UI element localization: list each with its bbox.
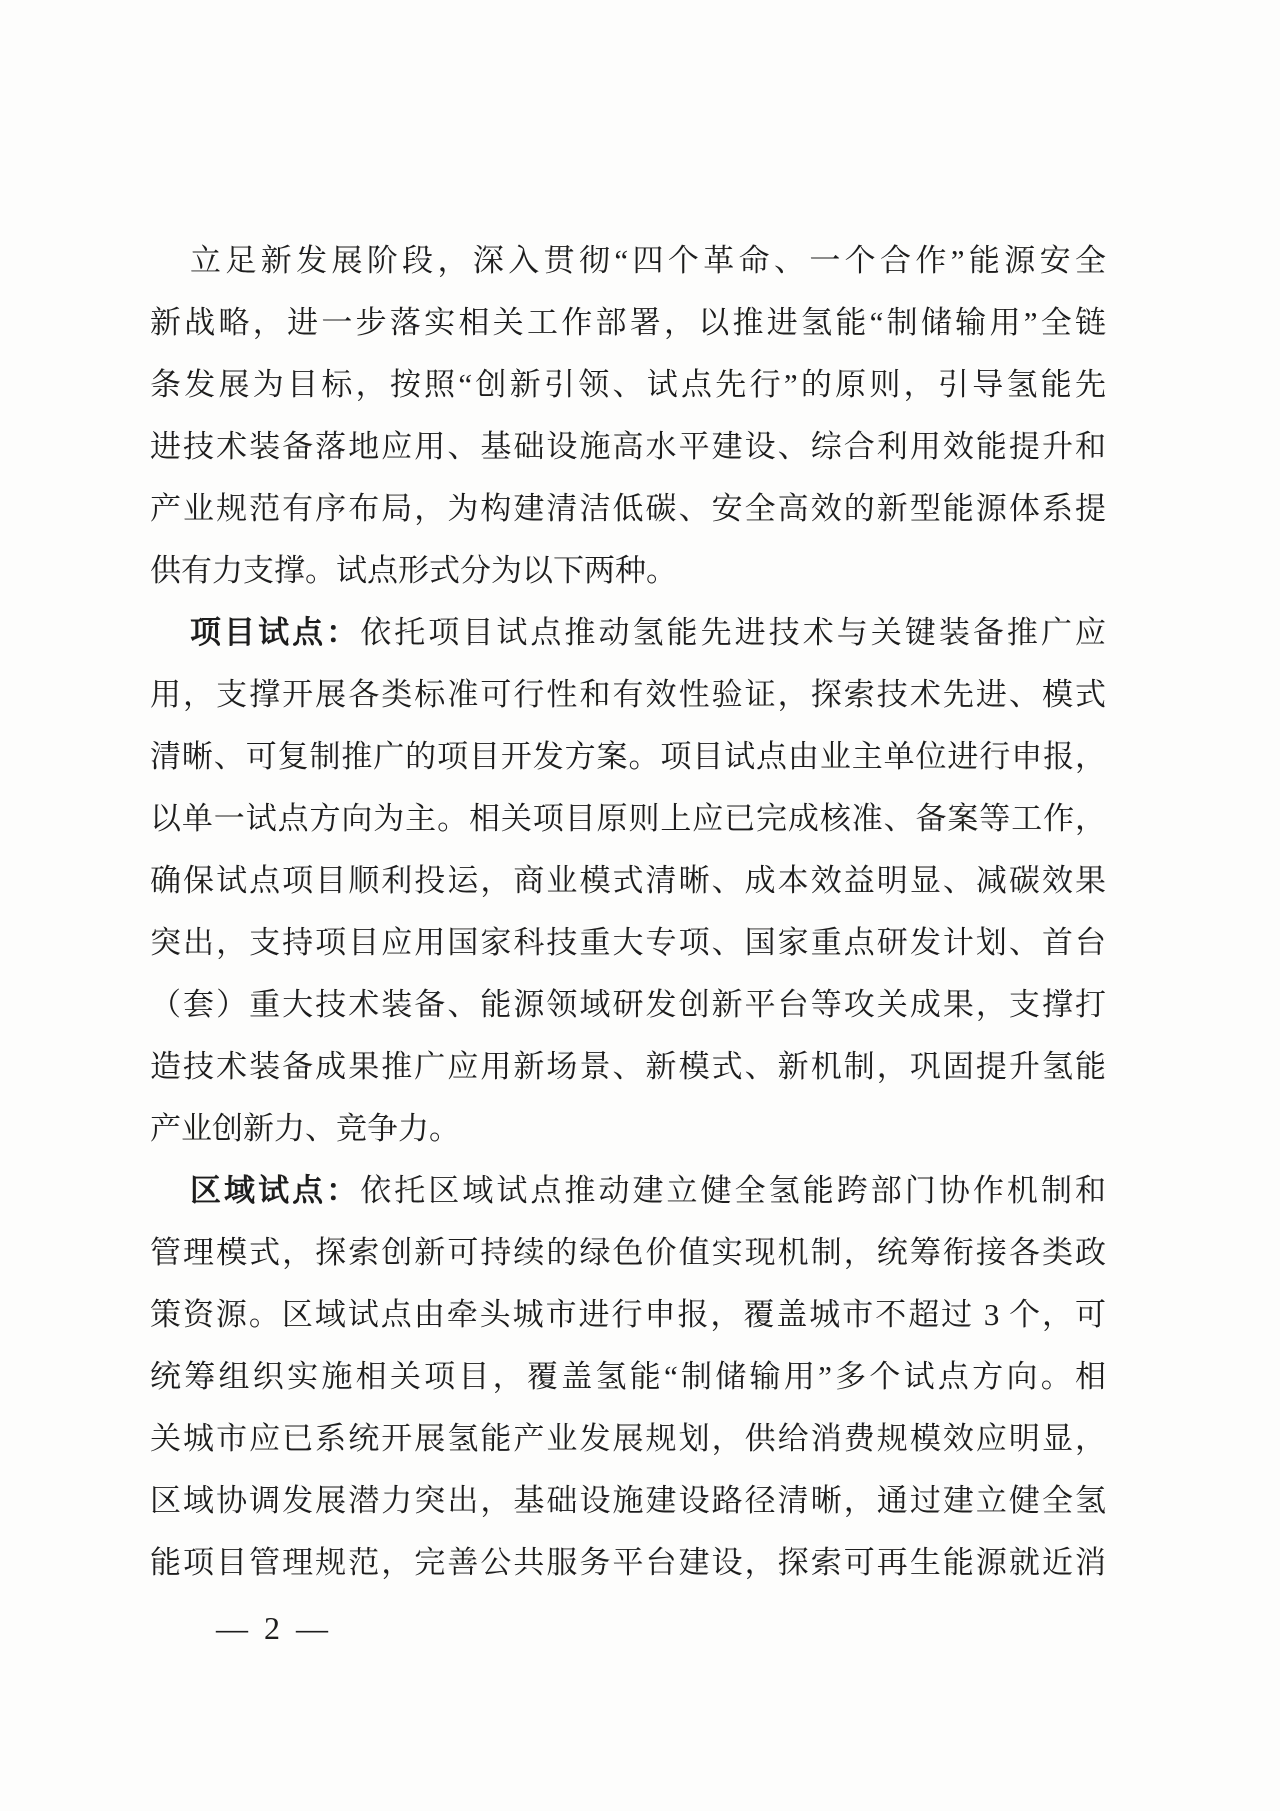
- text-line: [150, 912, 1106, 974]
- line-text: 以单一试点方向为主。相关项目原则上应已完成核准、备案等工作，: [150, 801, 1106, 836]
- line-bold-lead: 项目试点：: [190, 615, 361, 650]
- line-text: 统筹组织实施相关项目，覆盖氢能“制储输用”多个试点方向。相: [150, 1359, 1106, 1394]
- line-text: 依托区域试点推动建立健全氢能跨部门协作机制和: [360, 1173, 1106, 1208]
- text-line: [150, 602, 1106, 664]
- line-text: 策资源。区域试点由牵头城市进行申报，覆盖城市不超过 3 个，可: [150, 1297, 1106, 1332]
- line-text: 管理模式，探索创新可持续的绿色价值实现机制，统筹衔接各类政: [150, 1235, 1106, 1270]
- line-text: 区域协调发展潜力突出，基础设施建设路径清晰，通过建立健全氢: [150, 1483, 1106, 1518]
- line-text: 清晰、可复制推广的项目开发方案。项目试点由业主单位进行申报，: [150, 739, 1106, 774]
- line-text: 立足新发展阶段，深入贯彻“四个革命、一个合作”能源安全: [190, 243, 1106, 278]
- text-line: [150, 664, 1106, 726]
- line-text: 新战略，进一步落实相关工作部署，以推进氢能“制储输用”全链: [150, 305, 1106, 340]
- line-text: 条发展为目标，按照“创新引领、试点先行”的原则，引导氢能先: [150, 367, 1106, 402]
- line-text: （套）重大技术装备、能源领域研发创新平台等攻关成果，支撑打: [150, 987, 1106, 1022]
- line-text: 关城市应已系统开展氢能产业发展规划，供给消费规模效应明显，: [150, 1421, 1106, 1456]
- text-line: [150, 1284, 1106, 1346]
- line-text: 造技术装备成果推广应用新场景、新模式、新机制，巩固提升氢能: [150, 1049, 1106, 1084]
- text-line: [150, 1160, 1106, 1222]
- text-line: [150, 540, 1106, 602]
- line-text: 依托项目试点推动氢能先进技术与关键装备推广应: [360, 615, 1106, 650]
- text-line: [150, 230, 1106, 292]
- text-line: [150, 850, 1106, 912]
- line-text: 确保试点项目顺利投运，商业模式清晰、成本效益明显、减碳效果: [150, 863, 1106, 898]
- text-line: [150, 1098, 1106, 1160]
- text-line: [150, 478, 1106, 540]
- line-text: 产业规范有序布局，为构建清洁低碳、安全高效的新型能源体系提: [150, 491, 1106, 526]
- line-text: 用，支撑开展各类标准可行性和有效性验证，探索技术先进、模式: [150, 677, 1106, 712]
- line-text: 产业创新力、竞争力。: [150, 1111, 460, 1146]
- text-line: [150, 1408, 1106, 1470]
- page-number: — 2 —: [216, 1610, 332, 1646]
- text-line: [150, 1532, 1106, 1594]
- text-line: [150, 292, 1106, 354]
- text-line: [150, 974, 1106, 1036]
- line-text: 能项目管理规范，完善公共服务平台建设，探索可再生能源就近消: [150, 1545, 1106, 1580]
- document-body-text: [150, 230, 1106, 1594]
- line-bold-lead: 区域试点：: [190, 1173, 361, 1208]
- text-line: [150, 354, 1106, 416]
- text-line: [150, 1036, 1106, 1098]
- line-text: 进技术装备落地应用、基础设施高水平建设、综合利用效能提升和: [150, 429, 1106, 464]
- line-text: 供有力支撑。试点形式分为以下两种。: [150, 553, 677, 588]
- text-line: [150, 1222, 1106, 1284]
- text-line: [150, 726, 1106, 788]
- text-line: [150, 1470, 1106, 1532]
- text-line: [150, 416, 1106, 478]
- line-text: 突出，支持项目应用国家科技重大专项、国家重点研发计划、首台: [150, 925, 1106, 960]
- text-line: [150, 1346, 1106, 1408]
- text-line: [150, 788, 1106, 850]
